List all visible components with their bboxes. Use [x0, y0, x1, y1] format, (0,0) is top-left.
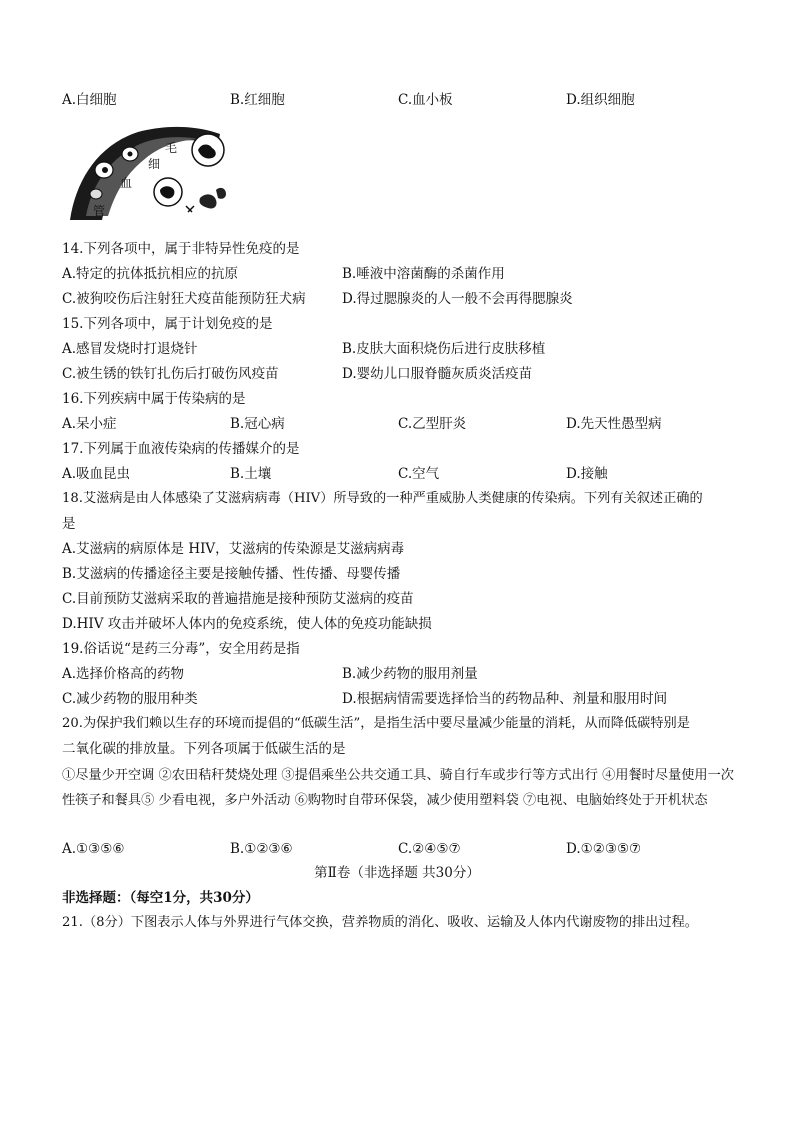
q20-option-c: C.②④⑤⑦ — [398, 841, 461, 857]
q16-stem: 16.下列疾病中属于传染病的是 — [62, 391, 246, 407]
q16-option-b: B.冠心病 — [230, 416, 285, 432]
blood-cell-3 — [90, 189, 102, 199]
q15-option-b: B.皮肤大面积烧伤后进行皮肤移植 — [342, 341, 546, 357]
q13-option-d: D.组织细胞 — [566, 92, 635, 108]
q13-option-b: B.红细胞 — [230, 92, 285, 108]
bacteria-3 — [186, 206, 194, 212]
q14-option-b: B.唾液中溶菌酶的杀菌作用 — [342, 266, 505, 282]
section-2-subheading: 非选择题：（每空1分，共30分） — [62, 890, 259, 906]
q19-option-a: A.选择价格高的药物 — [62, 666, 185, 682]
q16-option-a: A.呆小症 — [62, 416, 117, 432]
q19-option-c: C.减少药物的服用种类 — [62, 691, 198, 707]
q20-option-b: B.①②③⑥ — [230, 841, 293, 857]
q18-stem-line2: 是 — [62, 516, 76, 532]
blood-cell-2-nucleus — [128, 152, 133, 157]
q19-option-b: B.减少药物的服用剂量 — [342, 666, 478, 682]
figure-label-4: 管 — [93, 204, 106, 218]
q15-option-c: C.被生锈的铁钉扎伤后打破伤风疫苗 — [62, 366, 279, 382]
q15-stem: 15.下列各项中，属于计划免疫的是 — [62, 316, 273, 332]
q17-option-b: B.土壤 — [230, 466, 272, 482]
q20-stem-line1: 20.为保护我们赖以生存的环境而提倡的“低碳生活”，是指生活中要尽量减少能量的消耗，从而降低碳特别是 — [62, 716, 690, 731]
q17-option-c: C.空气 — [398, 466, 440, 482]
q18-option-c: C.目前预防艾滋病采取的普遍措施是接种预防艾滋病的疫苗 — [62, 591, 414, 607]
bacteria-2 — [216, 188, 226, 199]
bacteria-1 — [199, 194, 216, 208]
q21-stem: 21.（8分）下图表示人体与外界进行气体交换，营养物质的消化、吸收、运输及人体内代谢废物的排出过程。 — [62, 915, 698, 930]
q14-stem: 14.下列各项中，属于非特异性免疫的是 — [62, 241, 300, 257]
figure-label-3: 血 — [120, 176, 133, 190]
q15-option-a: A.感冒发烧时打退烧针 — [62, 341, 198, 357]
q18-option-d: D.HIV 攻击并破坏人体内的免疫系统，使人体的免疫功能缺损 — [62, 616, 432, 632]
q17-option-d: D.接触 — [566, 466, 608, 482]
q18-stem-line1: 18.艾滋病是由人体感染了艾滋病病毒（HIV）所导致的一种严重威胁人类健康的传染病。下列有关叙述正确的 — [62, 491, 703, 506]
q20-option-a: A.①③⑤⑥ — [62, 841, 125, 857]
q16-option-c: C.乙型肝炎 — [398, 416, 467, 432]
q13-option-c: C.血小板 — [398, 92, 453, 108]
capillary-figure — [68, 120, 228, 225]
q16-option-d: D.先天性愚型病 — [566, 416, 662, 432]
q17-option-a: A.吸血昆虫 — [62, 466, 131, 482]
q17-stem: 17.下列属于血液传染病的传播媒介的是 — [62, 441, 300, 457]
q15-option-d: D.婴幼儿口服脊髓灰质炎活疫苗 — [342, 366, 533, 382]
q20-stem-line2: 二氧化碳的排放量。下列各项属于低碳生活的是 — [62, 741, 346, 757]
q18-option-b: B.艾滋病的传播途径主要是接触传播、性传播、母婴传播 — [62, 566, 401, 582]
figure-label-2: 细 — [148, 157, 161, 171]
q18-option-a: A.艾滋病的病原体是 HIV，艾滋病的传染源是艾滋病病毒 — [62, 541, 405, 557]
figure-label-1: 毛 — [165, 141, 178, 155]
q14-option-d: D.得过腮腺炎的人一般不会再得腮腺炎 — [342, 291, 573, 307]
q13-option-a: A.白细胞 — [62, 92, 117, 108]
q19-stem: 19.俗话说“是药三分毒”，安全用药是指 — [62, 641, 300, 657]
q20-option-d: D.①②③⑤⑦ — [566, 841, 642, 857]
section-2-heading: 第Ⅱ卷（非选择题 共30分） — [314, 865, 480, 881]
blood-cell-1-nucleus — [102, 167, 108, 173]
q14-option-a: A.特定的抗体抵抗相应的抗原 — [62, 266, 239, 282]
q14-option-c: C.被狗咬伤后注射狂犬疫苗能预防狂犬病 — [62, 291, 306, 307]
q19-option-d: D.根据病情需要选择恰当的药物品种、剂量和服用时间 — [342, 691, 668, 707]
q20-items: ①尽量少开空调 ②农田秸秆焚烧处理 ③提倡乘坐公共交通工具、骑自行车或步行等方式出行 ④用餐时尽量使用一次性筷子和餐具⑤ 少看电视，多户外活动 ⑥购物时自带环保袋，减少使用塑料袋 ⑦电视、电脑始终处于开机状态 — [62, 768, 734, 808]
